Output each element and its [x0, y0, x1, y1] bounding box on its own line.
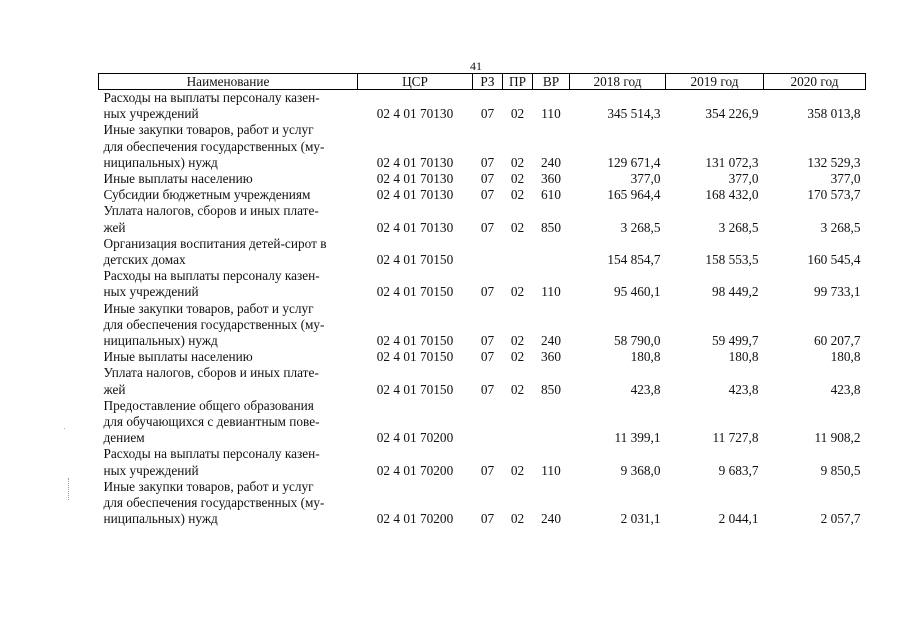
row-2019: 180,8 — [728, 349, 759, 365]
row-name-line: Иные закупки товаров, работ и услуг — [103, 300, 314, 316]
row-name-line: ниципальных) нужд — [103, 333, 218, 349]
row-2018: 154 854,7 — [607, 252, 661, 268]
row-vr — [533, 236, 570, 268]
row-rz: 07 — [480, 381, 495, 397]
row-pr: 02 — [510, 333, 525, 349]
row-2020: 3 268,5 — [820, 219, 861, 235]
row-2020: 132 529,3 — [807, 154, 861, 170]
row-2018: 180,8 — [630, 349, 661, 365]
row-vr: 240 — [541, 333, 561, 349]
row-pr: 02 — [510, 511, 525, 527]
table-header-row — [99, 74, 866, 90]
row-name-line: Иные выплаты населению — [103, 171, 253, 187]
row-2018: 9 368,0 — [620, 462, 661, 478]
row-2018: 377,0 — [630, 171, 661, 187]
row-name-line: для обеспечения государственных (му- — [103, 316, 325, 332]
row-2020: 99 733,1 — [813, 284, 861, 300]
table-row — [99, 122, 866, 171]
row-rz: 07 — [480, 106, 495, 122]
table-row — [99, 268, 866, 300]
row-name-line: ных учреждений — [103, 106, 199, 122]
row-2019: 9 683,7 — [718, 462, 759, 478]
row-2020: 358 013,8 — [807, 106, 861, 122]
table-row — [99, 479, 866, 528]
row-csr: 02 4 01 70130 — [376, 219, 454, 235]
row-name — [99, 479, 358, 528]
row-name-line: ных учреждений — [103, 462, 199, 478]
header-rz: РЗ — [473, 74, 503, 90]
table-row — [99, 236, 866, 268]
row-rz: 07 — [480, 154, 495, 170]
row-2018: 2 031,1 — [620, 511, 661, 527]
row-csr: 02 4 01 70130 — [376, 171, 454, 187]
row-csr: 02 4 01 70200 — [376, 462, 454, 478]
row-name-line: Организация воспитания детей-сирот в — [103, 235, 327, 251]
row-name-line: Предоставление общего образования — [103, 397, 314, 413]
row-name-line: Субсидии бюджетным учреждениям — [103, 187, 311, 203]
row-name-line: Иные закупки товаров, работ и услуг — [103, 478, 314, 494]
row-rz: 07 — [480, 187, 495, 203]
row-2018: 345 514,3 — [607, 106, 661, 122]
row-vr: 360 — [541, 349, 561, 365]
row-name-line: для обеспечения государственных (му- — [103, 495, 325, 511]
row-name-line: для обеспечения государственных (му- — [103, 138, 325, 154]
row-name-line: ных учреждений — [103, 284, 199, 300]
row-name — [99, 90, 358, 123]
row-pr: 02 — [510, 154, 525, 170]
row-vr: 110 — [541, 284, 561, 300]
row-vr: 610 — [541, 187, 561, 203]
row-2019: 377,0 — [728, 171, 759, 187]
row-2020: 2 057,7 — [820, 511, 861, 527]
row-pr: 02 — [510, 106, 525, 122]
row-rz: 07 — [480, 349, 495, 365]
row-2019: 354 226,9 — [705, 106, 759, 122]
row-2019: 423,8 — [728, 381, 759, 397]
row-rz — [473, 398, 503, 447]
row-name-line: дением — [103, 430, 145, 446]
row-rz: 07 — [480, 219, 495, 235]
row-name — [99, 236, 358, 268]
header-2020: 2020 год — [764, 74, 866, 90]
row-vr: 240 — [541, 511, 561, 527]
table-row — [99, 203, 866, 235]
scan-margin-marks — [68, 478, 71, 500]
row-2019: 3 268,5 — [718, 219, 759, 235]
row-name — [99, 122, 358, 171]
row-pr: 02 — [510, 284, 525, 300]
row-name-line: Иные выплаты населению — [103, 349, 253, 365]
row-name-line: Расходы на выплаты персоналу казен- — [103, 90, 320, 105]
table-row — [99, 301, 866, 350]
row-2019: 2 044,1 — [718, 511, 759, 527]
row-2019: 168 432,0 — [705, 187, 759, 203]
row-2020: 180,8 — [830, 349, 861, 365]
row-2018: 3 268,5 — [620, 219, 661, 235]
row-name — [99, 268, 358, 300]
row-vr: 850 — [541, 219, 561, 235]
row-vr: 110 — [541, 106, 561, 122]
row-name — [99, 301, 358, 350]
row-2019: 98 449,2 — [711, 284, 759, 300]
row-name-line: ниципальных) нужд — [103, 511, 218, 527]
row-pr — [503, 398, 533, 447]
scan-speck — [64, 428, 65, 429]
row-rz: 07 — [480, 462, 495, 478]
page-number: 41 — [470, 59, 482, 73]
row-vr: 240 — [541, 154, 561, 170]
row-name-line: Уплата налогов, сборов и иных плате- — [103, 203, 319, 219]
header-2019: 2019 год — [666, 74, 764, 90]
row-vr: 110 — [541, 462, 561, 478]
row-vr: 360 — [541, 171, 561, 187]
row-2020: 9 850,5 — [820, 462, 861, 478]
row-2018: 423,8 — [630, 381, 661, 397]
row-2018: 58 790,0 — [613, 333, 661, 349]
row-2018: 129 671,4 — [607, 154, 661, 170]
row-pr: 02 — [510, 171, 525, 187]
row-rz: 07 — [480, 333, 495, 349]
header-name: Наименование — [99, 74, 358, 90]
row-name-line: Расходы на выплаты персоналу казен- — [103, 268, 320, 284]
row-pr: 02 — [510, 187, 525, 203]
row-2020: 11 908,2 — [814, 430, 861, 446]
row-2019: 11 727,8 — [712, 430, 759, 446]
row-name — [99, 398, 358, 447]
row-2020: 60 207,7 — [813, 333, 861, 349]
row-name — [99, 349, 358, 365]
row-csr: 02 4 01 70130 — [376, 187, 454, 203]
table-body — [99, 90, 866, 528]
row-2020: 377,0 — [830, 171, 861, 187]
row-rz: 07 — [480, 284, 495, 300]
row-rz: 07 — [480, 171, 495, 187]
row-name — [99, 446, 358, 478]
row-csr: 02 4 01 70150 — [376, 381, 454, 397]
table-row — [99, 187, 866, 203]
header-2018: 2018 год — [570, 74, 666, 90]
row-pr — [503, 236, 533, 268]
row-2019: 59 499,7 — [711, 333, 759, 349]
row-2020: 423,8 — [830, 381, 861, 397]
row-pr: 02 — [510, 381, 525, 397]
row-csr: 02 4 01 70200 — [376, 430, 454, 446]
row-csr: 02 4 01 70150 — [376, 349, 454, 365]
table-row — [99, 171, 866, 187]
row-name-line: Иные закупки товаров, работ и услуг — [103, 122, 314, 138]
table-row — [99, 349, 866, 365]
table-row — [99, 446, 866, 478]
row-rz — [473, 236, 503, 268]
row-name — [99, 187, 358, 203]
row-name-line: Уплата налогов, сборов и иных плате- — [103, 365, 319, 381]
row-2018: 11 399,1 — [614, 430, 661, 446]
row-csr: 02 4 01 70150 — [376, 284, 454, 300]
budget-table — [98, 73, 866, 527]
row-vr — [533, 398, 570, 447]
row-name — [99, 171, 358, 187]
row-csr: 02 4 01 70130 — [376, 106, 454, 122]
row-2018: 165 964,4 — [607, 187, 661, 203]
row-csr: 02 4 01 70130 — [376, 154, 454, 170]
row-vr: 850 — [541, 381, 561, 397]
header-vr: ВР — [533, 74, 570, 90]
row-pr: 02 — [510, 462, 525, 478]
row-name-line: ниципальных) нужд — [103, 154, 218, 170]
row-name — [99, 203, 358, 235]
table-row — [99, 398, 866, 447]
row-name-line: детских домах — [103, 252, 186, 268]
row-2018: 95 460,1 — [613, 284, 661, 300]
row-name-line: жей — [103, 219, 126, 235]
row-2020: 160 545,4 — [807, 252, 861, 268]
row-2019: 131 072,3 — [705, 154, 759, 170]
row-csr: 02 4 01 70200 — [376, 511, 454, 527]
row-pr: 02 — [510, 219, 525, 235]
row-pr: 02 — [510, 349, 525, 365]
row-name-line: Расходы на выплаты персоналу казен- — [103, 446, 320, 462]
row-2020: 170 573,7 — [807, 187, 861, 203]
row-name — [99, 365, 358, 397]
header-pr: ПР — [503, 74, 533, 90]
table-row — [99, 90, 866, 123]
row-rz: 07 — [480, 511, 495, 527]
table-row — [99, 365, 866, 397]
row-csr: 02 4 01 70150 — [376, 252, 454, 268]
row-name-line: для обучающихся с девиантным пове- — [103, 414, 320, 430]
row-2019: 158 553,5 — [705, 252, 759, 268]
row-csr: 02 4 01 70150 — [376, 333, 454, 349]
header-csr: ЦСР — [358, 74, 473, 90]
row-name-line: жей — [103, 381, 126, 397]
